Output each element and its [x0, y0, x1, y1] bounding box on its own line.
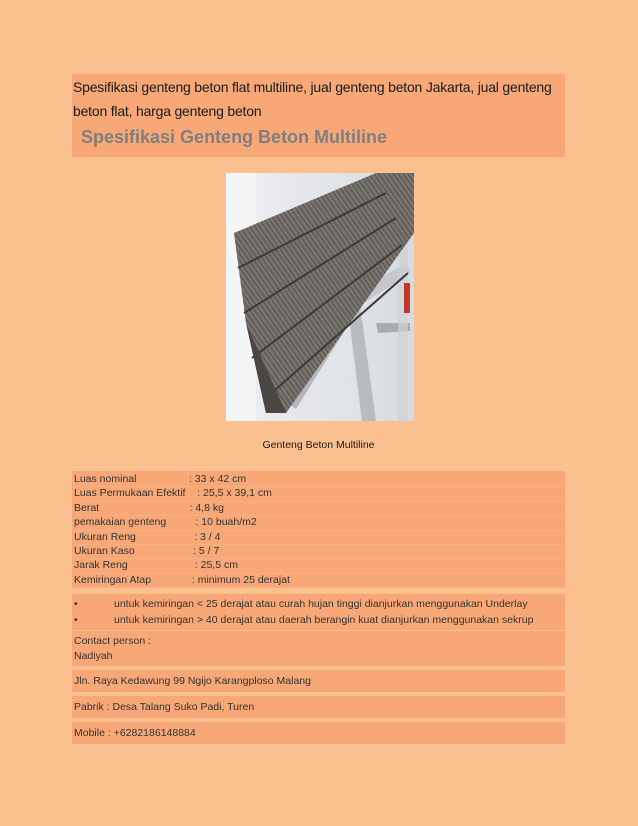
spec-value: : 5 / 7	[193, 545, 220, 558]
spec-value: : 25,5 x 39,1 cm	[197, 487, 272, 500]
note-text: untuk kemiringan > 40 derajat atau daerah berangin kuat dianjurkan menggunakan sekrup	[114, 614, 534, 627]
note-text: untuk kemiringan < 25 derajat atau curah hujan tinggi dianjurkan menggunakan Underlay	[114, 598, 528, 611]
title-block	[72, 74, 565, 157]
contact-block	[72, 631, 565, 666]
bullet-icon: •	[74, 598, 78, 611]
factory-text: Pabrik : Desa Talang Suko Padi, Turen	[74, 701, 255, 714]
spec-row	[74, 473, 563, 487]
spec-value: : minimum 25 derajat	[191, 573, 290, 586]
spec-label: Kemiringan Atap	[74, 573, 192, 586]
spec-row	[74, 559, 563, 573]
notes-list	[72, 594, 565, 630]
spec-label: Ukuran Reng	[74, 530, 195, 543]
mobile-text: Mobile : +6282186148884	[74, 727, 196, 740]
spec-table	[72, 471, 565, 588]
spec-row	[74, 531, 563, 545]
document-page	[72, 74, 565, 744]
spec-value: : 33 x 42 cm	[188, 473, 247, 485]
spec-row	[74, 487, 563, 501]
mobile-block	[72, 722, 565, 744]
address-block	[72, 670, 565, 692]
contact-label: Contact person :	[74, 635, 152, 648]
spec-label: Ukuran Kaso	[74, 545, 194, 558]
spec-label: Luas Permukaan Efektif	[74, 487, 198, 500]
image-caption: Genteng Beton Multiline	[262, 439, 375, 451]
document-title: Spesifikasi genteng beton flat multiline, jual genteng beton Jakarta, jual genteng beton flat, harga genteng beton	[73, 79, 552, 119]
spec-row	[74, 574, 563, 588]
spec-row	[74, 545, 563, 559]
list-item	[74, 596, 563, 612]
spec-row	[74, 502, 563, 516]
roof-tile-image	[226, 173, 414, 421]
spec-value: : 4,8 kg	[189, 501, 224, 514]
spec-label: pemakaian genteng	[74, 516, 196, 529]
spec-row	[74, 516, 563, 530]
spec-label: Luas nominal	[74, 473, 189, 485]
address-text: Jln. Raya Kedawung 99 Ngijo Karangploso Malang	[74, 675, 311, 688]
spec-value: : 25,5 cm	[194, 559, 238, 572]
section-heading: Spesifikasi Genteng Beton Multiline	[81, 127, 388, 147]
spec-label: Berat	[74, 501, 190, 514]
spec-value: : 3 / 4	[194, 530, 221, 543]
contact-name: Nadiyah	[74, 650, 113, 663]
spec-value: : 10 buah/m2	[195, 516, 257, 529]
factory-block	[72, 696, 565, 718]
spec-label: Jarak Reng	[74, 559, 195, 572]
bullet-icon: •	[74, 614, 78, 627]
list-item	[74, 612, 563, 628]
roof-tile-photo	[226, 173, 414, 421]
